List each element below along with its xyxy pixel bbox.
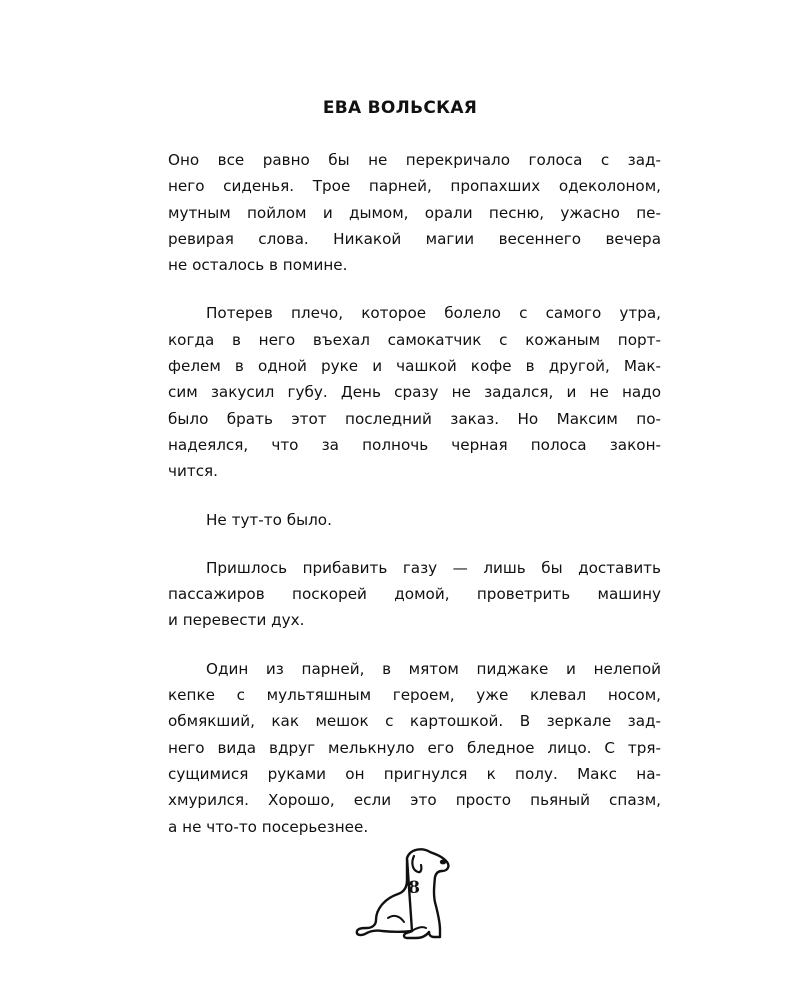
text-line: сим закусил губу. День сразу не задался, и не надо <box>168 383 661 402</box>
paragraph-5 <box>168 656 661 840</box>
paragraph-1 <box>168 147 661 278</box>
text-line: и перевести дух. <box>168 611 305 630</box>
running-header-author: ЕВА ВОЛЬСКАЯ <box>322 98 478 118</box>
text-line: пассажиров поскорей домой, проветрить машину <box>168 585 661 604</box>
text-line: чится. <box>168 462 219 481</box>
paragraph-2 <box>168 300 661 484</box>
text-line: Один из парней, в мятом пиджаке и нелепой <box>206 659 661 678</box>
text-line: сущимися руками он пригнулся к полу. Макс на- <box>168 764 661 783</box>
text-line: было брать этот последний заказ. Но Максим по- <box>168 409 661 428</box>
paragraph-4 <box>168 555 661 634</box>
text-line: Пришлось прибавить газу — лишь бы доставить <box>206 558 661 577</box>
text-line: обмякший, как мешок с картошкой. В зеркале зад- <box>168 712 661 731</box>
text-line: хмурился. Хорошо, если это просто пьяный спазм, <box>168 791 661 810</box>
page-text <box>168 147 661 862</box>
text-line: фелем в одной руке и чашкой кофе в другой, Мак- <box>168 357 661 376</box>
text-line: Оно все равно бы не перекричало голоса с зад- <box>168 151 661 169</box>
text-line: Потерев плечо, которое болело с самого утра, <box>206 304 661 323</box>
text-line: Не тут-то было. <box>206 510 332 529</box>
paragraph-3 <box>168 507 661 533</box>
text-line: а не что-то посерьезнее. <box>168 817 369 836</box>
text-line: него сиденья. Трое парней, пропахших одеколоном, <box>168 177 661 196</box>
text-line: мутным пойлом и дымом, орали песню, ужасно пе- <box>168 203 661 222</box>
text-line: не осталось в помине. <box>168 256 348 275</box>
page-number: 8 <box>408 878 420 898</box>
text-line: кепке с мультяшным героем, уже клевал носом, <box>168 686 661 705</box>
text-line: надеялся, что за полночь черная полоса закон- <box>168 435 661 454</box>
text-line: ревирая слова. Никакой магии весеннего вечера <box>168 229 661 248</box>
text-line: него вида вдруг мелькнуло его бледное лицо. С тря- <box>168 738 661 757</box>
text-line: когда в него въехал самокатчик с кожаным порт- <box>168 330 661 349</box>
dog-icon <box>352 842 452 942</box>
